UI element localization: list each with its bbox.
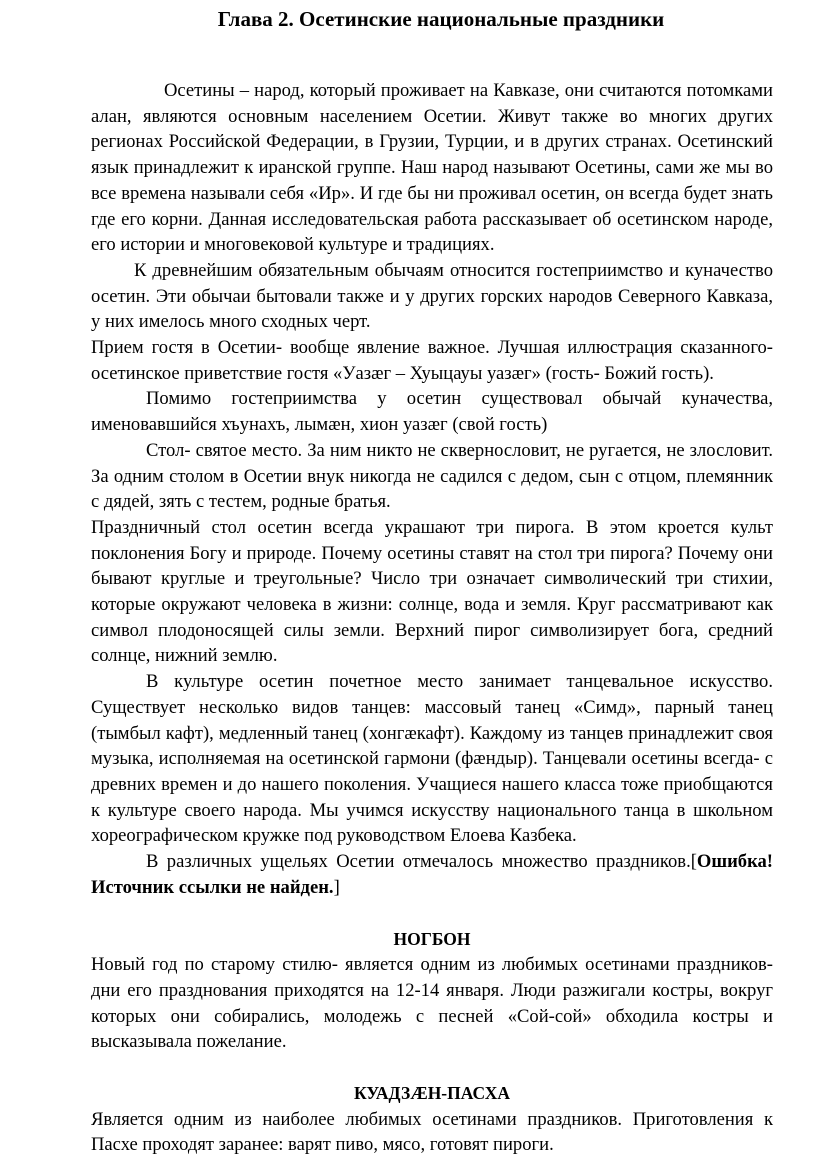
paragraph-kunachestvo: Помимо гостеприимства у осетин существовал обычай куначества, именовавшийся хъунахъ, лымæн, хион уазæг (свой гость) (91, 388, 773, 436)
reference-bracket: ] (333, 876, 340, 898)
section-text-kuadzaen-pascha: Является одним из наиболее любимых осетинами праздников. Приготовления к Пасхе проходят заранее: варят пиво, мясо, готовят пироги. (91, 1108, 773, 1156)
paragraph-guest-reception: Прием гостя в Осетии- вообще явление важное. Лучшая иллюстрация сказанного- осетинское приветствие гостя «Уазæг – Хуыцауы уазæг» (гость- Божий гость). (91, 337, 773, 384)
reference-error: Ошибка! Источник ссылки не найден. (91, 851, 773, 898)
paragraph-table: Стол- святое место. За ним никто не сквернословит, не ругается, не злословит. За одним столом в Осетии внук никогда не садился с дедом, сын с отцом, племянник с дядей, зять с тестем, родные братья. (91, 439, 773, 513)
section-heading-nogbon: НОГБОН (393, 928, 471, 949)
paragraph-three-pies: Праздничный стол осетин всегда украшают три пирога. В этом кроется культ поклонения Богу и природе. Почему осетины ставят на стол три пирога? Почему они бывают круглые и треугольные? Число три означает символический три стихии, которые окружают человека в жизни: солнце, вода и земля. Круг рассматривают как символ плодоносящей силы земли. Верхний пирог символизирует бога, средний солнце, нижний землю. (91, 516, 773, 667)
section-text-nogbon: Новый год по старому стилю- является одним из любимых осетинами праздников- дни его празднования приходятся на 12-14 января. Люди разжигали костры, вокруг которых они собирались, молодежь с песней «Сой-сой» обходила костры и высказывала пожелание. (91, 954, 773, 1053)
section-heading-kuadzaen-pascha: КУАДЗÆН-ПАСХА (354, 1083, 510, 1104)
chapter-title: Глава 2. Осетинские национальные праздники (217, 7, 665, 31)
paragraph-hospitality: К древнейшим обязательным обычаям относится гостеприимство и куначество осетин. Эти обычаи бытовали также и у других горских народов Северного Кавказа, у них имелось много сходных черт. (91, 259, 773, 333)
paragraph-intro: Осетины – народ, который проживает на Кавказе, они считаются потомками алан, являются основным населением Осетии. Живут также во многих других регионах Российской Федерации, в Грузии, Турции, и в других странах. Осетинский язык принадлежит к иранской группе. Наш народ называют Осетины, сами же мы во все времена называли себя «Ир». И где бы ни проживал осетин, он всегда будет знать где его корни. Данная исследовательская работа рассказывает об осетинском народе, его истории и многовековой культуре и традициях. (91, 80, 773, 256)
document-body (91, 78, 773, 1158)
document-page (91, 0, 773, 1158)
paragraph-dance: В культуре осетин почетное место занимает танцевальное искусство. Существует несколько видов танцев: массовый танец «Симд», парный танец (тымбыл кафт), медленный танец (хонгæкафт). Каждому из танцев принадлежит своя музыка, исполняемая на осетинской гармони (фæндыр). Танцевали осетины всегда- с древних времен и до нашего поколения. Учащиеся нашего класса тоже приобщаются к культуре своего народа. Мы учимся искусству национального танца в школьном хореографическом кружке под руководством Елоева Казбека. (91, 671, 773, 847)
paragraph-holidays (91, 849, 773, 900)
holidays-text: В различных ущельях Осетии отмечалось множество праздников.[ (146, 851, 697, 873)
